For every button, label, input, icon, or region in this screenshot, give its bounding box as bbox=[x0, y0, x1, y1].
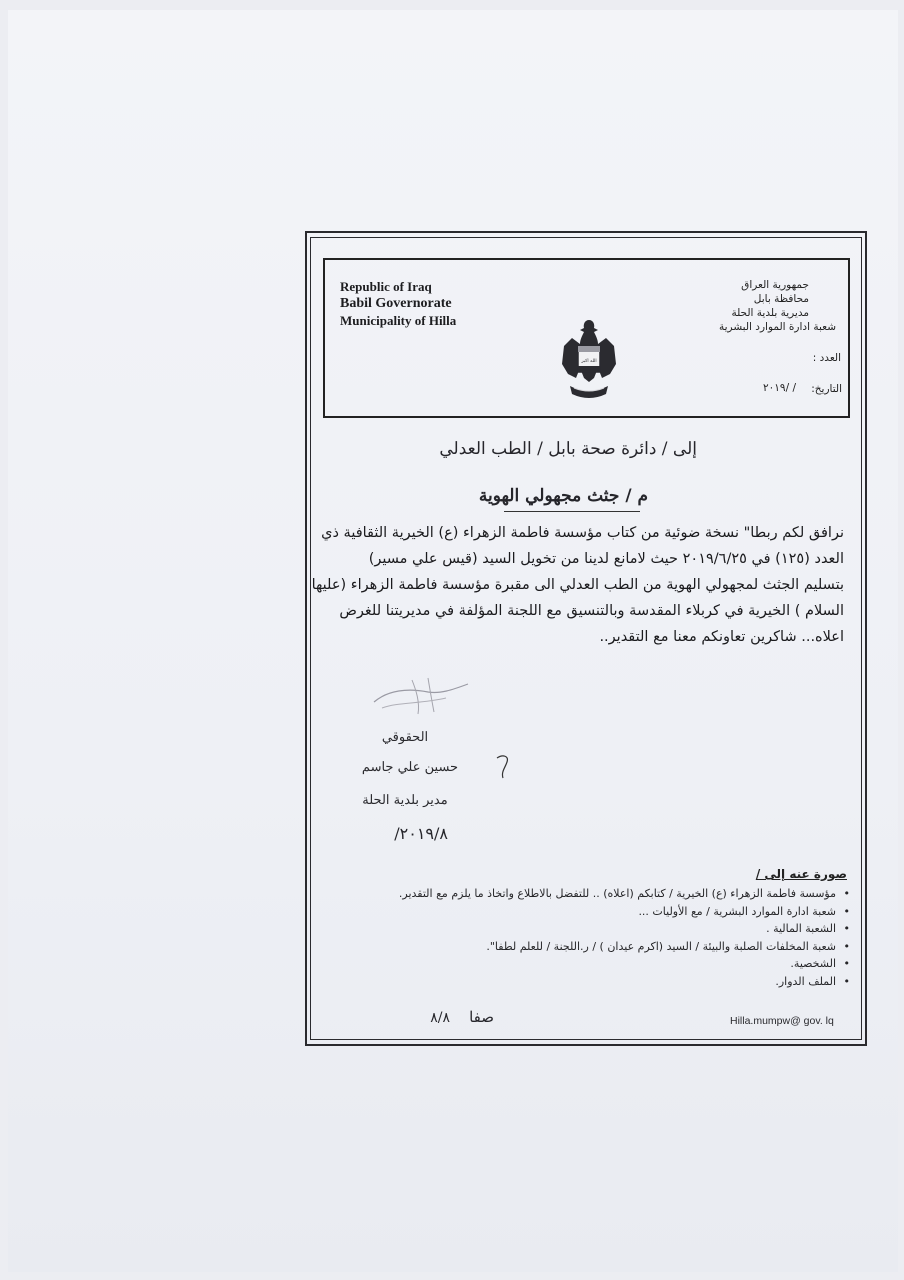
body-line: بتسليم الجثث لمجهولي الهوية من الطب العدلي الى مقبرة مؤسسة فاطمة الزهراء (عليها bbox=[311, 577, 844, 593]
svg-text:الله اكبر: الله اكبر bbox=[581, 359, 597, 364]
bullet-icon: • bbox=[843, 974, 850, 988]
letterhead-english-line-1: Republic of Iraq bbox=[340, 279, 432, 294]
bullet-icon: • bbox=[843, 957, 850, 970]
body-line: اعلاه... شاكرين تعاونكم معنا مع التقدير.. bbox=[599, 629, 844, 645]
recipient-line: إلى / دائرة صحة بابل / الطب العدلي bbox=[439, 439, 697, 459]
cc-list-item: • شعبة المخلفات الصلبة والبيئة / السيد (اكرم عيدان ) / ر.اللجنة / للعلم لطفا". bbox=[330, 938, 850, 956]
letterhead-arabic-line-2: محافظة بابل bbox=[753, 293, 809, 305]
letterhead-english-line-3: Municipality of Hilla bbox=[340, 313, 457, 328]
letterhead-arabic-line-3: مديرية بلدية الحلة bbox=[731, 307, 809, 319]
cc-list-item: • الشخصية. bbox=[330, 955, 850, 973]
footer-email: Hilla.mumpw@ gov. lq bbox=[730, 1015, 834, 1027]
letterhead-english-line-2: Babil Governorate bbox=[340, 296, 452, 311]
bullet-icon: • bbox=[843, 922, 850, 935]
cc-list-item: • الملف الدوار. bbox=[330, 973, 850, 991]
iraq-eagle-emblem-icon bbox=[558, 316, 620, 404]
cc-heading: صورة عنه إلى / bbox=[755, 867, 847, 881]
cc-list-item: • مؤسسة فاطمة الزهراء (ع) الخيرية / كتابكم (اعلاه) .. للتفضل بالاطلاع واتخاذ ما يلزم مع التقدير. bbox=[330, 885, 850, 903]
letterhead-arabic-line-1: جمهورية العراق bbox=[741, 279, 809, 291]
bullet-icon: • bbox=[843, 939, 850, 953]
number-label: العدد : bbox=[812, 352, 841, 364]
bullet-icon: • bbox=[843, 904, 850, 918]
body-line: نرافق لكم ربطا" نسخة ضوئية من كتاب مؤسسة فاطمة الزهراء (ع) الخيرية الثقافية ذي bbox=[321, 525, 844, 541]
footer-date-note: ٨/٨ bbox=[430, 1010, 450, 1026]
signatory-name: حسين علي جاسم bbox=[361, 760, 459, 775]
signature-date: ٢٠١٩/٨/ bbox=[394, 824, 448, 843]
signatory-position: مدير بلدية الحلة bbox=[362, 793, 448, 808]
date-value: / /٢٠١٩ bbox=[763, 382, 796, 394]
letter-body bbox=[311, 520, 844, 650]
footer-initials: صفا bbox=[469, 1008, 494, 1026]
bullet-icon: • bbox=[843, 887, 850, 900]
signatory-title: الحقوقي bbox=[381, 730, 429, 745]
date-label: التاريخ: bbox=[811, 383, 842, 395]
subject-underline bbox=[504, 511, 640, 512]
cc-list bbox=[330, 885, 850, 990]
signature-mark-icon bbox=[493, 752, 515, 782]
letterhead-arabic-line-4: شعبة ادارة الموارد البشرية bbox=[718, 321, 836, 333]
cc-list-item: • الشعبة المالية . bbox=[330, 920, 850, 938]
subject-line: م / جثث مجهولي الهوية bbox=[478, 486, 648, 506]
body-line: السلام ) الخيرية في كربلاء المقدسة وبالتنسيق مع اللجنة المؤلفة في مديريتنا للغرض bbox=[339, 603, 844, 619]
cc-list-item: • شعبة ادارة الموارد البشرية / مع الأوليات ... bbox=[330, 903, 850, 921]
body-line: العدد (١٢٥) في ٢٠١٩/٦/٢٥ حيث لامانع لدينا من تخويل السيد (قيس علي مسير) bbox=[368, 551, 844, 567]
handwritten-signature-icon bbox=[368, 672, 478, 722]
